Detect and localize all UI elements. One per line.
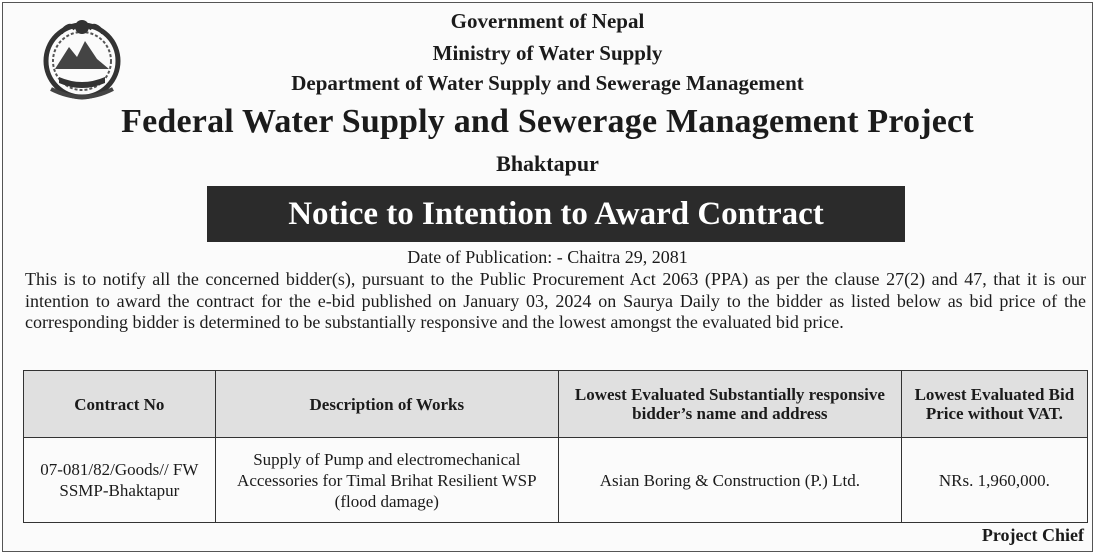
cell-description: Supply of Pump and electromechanical Accessories for Timal Brihat Resilient WSP (flood damage) xyxy=(215,438,558,523)
department-heading: Department of Water Supply and Sewerage Management xyxy=(291,71,804,95)
header-bidder: Lowest Evaluated Substantially responsive bidder’s name and address xyxy=(558,371,901,438)
cell-contract-no: 07-081/82/Goods// FW SSMP-Bhaktapur xyxy=(24,438,216,523)
project-title: Federal Water Supply and Sewerage Management Project xyxy=(121,103,974,140)
government-heading: Government of Nepal xyxy=(450,9,645,33)
notice-body: This is to notify all the concerned bidder(s), pursuant to the Public Procurement Act 2063 (PPA) as per the clause 27(2) and 47, that it is our intention to award the contract for the e-bid published on January 03, 2024 on Saurya Daily to the bidder as listed below as bid price of the corresponding bidder is determined to be substantially responsive and the lowest amongst the evaluated bid price. xyxy=(25,269,1086,332)
table-row xyxy=(24,438,1088,523)
project-location: Bhaktapur xyxy=(496,151,599,176)
header-description: Description of Works xyxy=(215,371,558,438)
header-contract-no: Contract No xyxy=(24,371,216,438)
notice-document xyxy=(2,2,1093,552)
signature-title: Project Chief xyxy=(981,525,1084,545)
table-header-row xyxy=(24,371,1088,438)
header-price: Lowest Evaluated Bid Price without VAT. xyxy=(901,371,1087,438)
cell-bidder: Asian Boring & Construction (P.) Ltd. xyxy=(558,438,901,523)
award-table xyxy=(23,370,1088,523)
cell-price: NRs. 1,960,000. xyxy=(901,438,1087,523)
ministry-heading: Ministry of Water Supply xyxy=(432,41,663,65)
publication-date: Date of Publication: - Chaitra 29, 2081 xyxy=(407,247,688,267)
notice-title-banner: Notice to Intention to Award Contract xyxy=(207,186,905,242)
